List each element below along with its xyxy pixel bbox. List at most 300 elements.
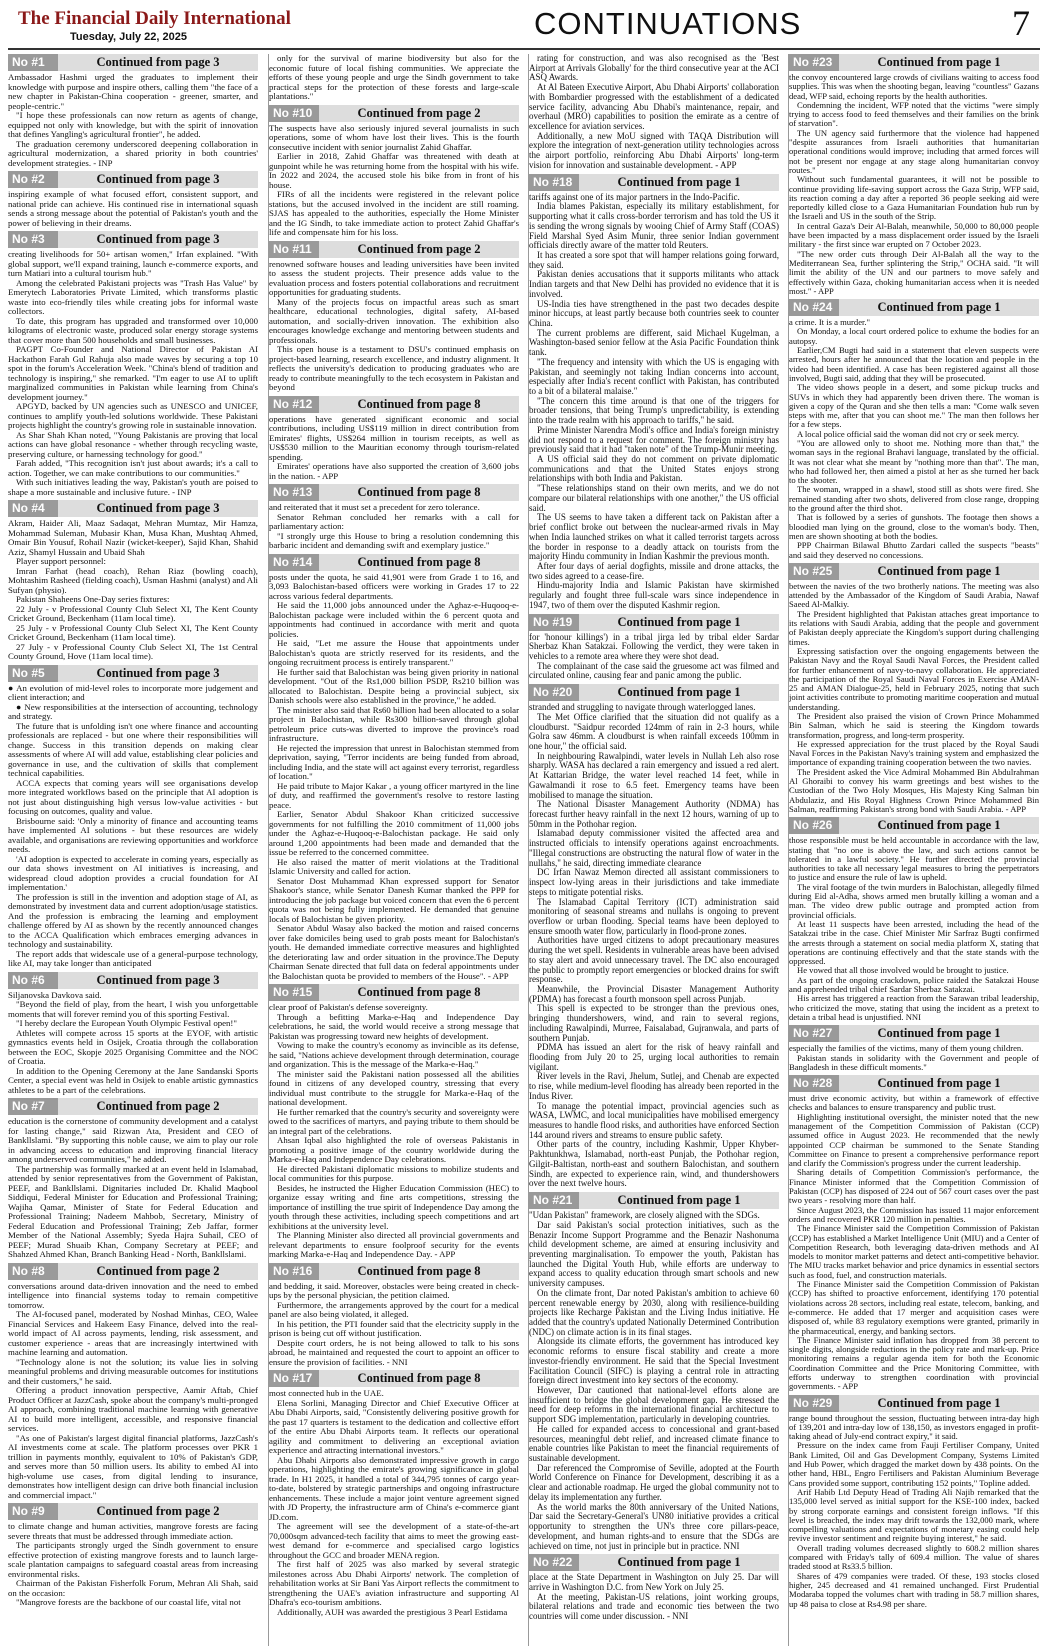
story-body — [8, 73, 258, 168]
continuation-story — [529, 614, 779, 682]
story-paragraph: After four days of aerial dogfights, missile and drone attacks, the two sides agreed to a cease-fire. — [529, 560, 779, 581]
story-paragraph: Meanwhile, the Provincial Disaster Management Authority (PDMA) has forecast a fourth monsoon spell across Punjab. — [529, 983, 779, 1004]
story-paragraph: "I hereby declare the European Youth Olympic Festival open!" — [16, 1018, 237, 1028]
story-paragraph: "These relationships stand on their own merits, and we do not compare our bilateral relationships with one another," the US official said. — [529, 483, 779, 513]
story-number: No #16 — [269, 1263, 319, 1280]
story-body — [269, 54, 519, 102]
story-body — [8, 519, 258, 662]
story-paragraph: In central Gaza's Deir Al-Balah, meanwhile, 50,000 to 80,000 people have been impacted by a mass displacement order issued by the Israeli military - the first since war erupted on 7 October 2023. — [789, 220, 1039, 250]
story-paragraph: 22 July - v Professional County Club Select XI, The Kent County Cricket Ground, Beckenham (11am local time). — [8, 603, 258, 623]
continued-from-text: Continued from page — [96, 172, 211, 186]
story-paragraph: renowned software houses and leading universities have been invited to assess the student projects. Their presence adds value to the evaluation process and fosters potential collaborations and recruitment opportunities for graduating students. — [269, 258, 519, 297]
story-paragraph: "Technology alone is not the solution; its value lies in solving meaningful problems and driving measurable outcomes for institutions and their customers," he said. — [8, 1356, 258, 1386]
continued-from-text: Continued from page — [357, 241, 472, 256]
source-page-number: 3 — [213, 665, 220, 680]
story-body — [789, 582, 1039, 814]
story-header — [789, 1075, 1039, 1092]
story-paragraph: He called for expanded access to concessional and grant-based resources, meaningful debt relief, and increased climate finance to enable countries like Pakistan to meet the financial requirements of sustainable development. — [529, 1423, 779, 1464]
story-paragraph: Dar said Pakistan's social protection initiatives, such as the Benazir Income Support Programme and the Benazir Nashonuma child development scheme, are aimed at ensuring inclusivity and preventing marginalisation. To empower the youth, Pakistan has launched the Digital Youth Hub, while efforts are underway to expand access to quality education through smart schools and new university campuses. — [529, 1219, 779, 1289]
source-page-number: 2 — [474, 241, 481, 256]
story-paragraph: With such initiatives leading the way, Pakistan's youth are poised to shape a more sustainable and inclusive future. - INP — [8, 477, 258, 497]
story-body — [269, 1282, 519, 1368]
source-page-number: 3 — [213, 501, 220, 515]
story-header — [269, 396, 519, 413]
story-paragraph: Pakistan stands in solidarity with the Government and people of Bangladesh in these difficult moments." — [789, 1052, 1039, 1072]
story-paragraph: Chairman of the Pakistan Fisherfolk Forum, Mehran Ali Shah, said on the occasion: — [8, 1578, 258, 1598]
story-number: No #23 — [789, 54, 839, 71]
continuation-story — [789, 817, 1039, 1022]
continuation-story — [269, 105, 519, 238]
source-page-number: 1 — [734, 685, 741, 700]
story-paragraph: Many of the projects focus on impactful areas such as smart healthcare, educational technologies, digital safety, AI-based automation, and socially-driven innovation. The exhibition also encourages knowledge exchange and mentoring between students and professionals. — [269, 296, 519, 345]
story-paragraph: He paid tribute to Major Kakar , a young officer martyred in the line of duty, and reaffirmed the government's resolve to restore lasting peace. — [269, 780, 519, 810]
newspaper-name: The Financial Daily International — [18, 8, 291, 29]
continuation-story — [8, 171, 258, 228]
continuation-story — [789, 1075, 1039, 1392]
story-number: No #28 — [789, 1075, 839, 1092]
story-header — [789, 563, 1039, 580]
continued-from-label — [839, 1026, 1039, 1041]
story-paragraph: 25 July - v Professional County Club Select XI, The Kent County Cricket Ground, Beckenham (11am local time). — [8, 622, 258, 642]
continued-from-text: Continued from page — [877, 1076, 992, 1091]
story-header — [8, 500, 258, 517]
continued-from-text: Continued from page — [96, 972, 211, 987]
continued-from-label — [319, 106, 519, 121]
continued-from-text: Continued from page — [877, 300, 992, 315]
source-page-number: 1 — [734, 1193, 741, 1208]
story-number: No #29 — [789, 1395, 839, 1412]
continuation-story — [789, 1025, 1039, 1072]
source-page-number: 1 — [994, 1026, 1001, 1041]
story-body — [8, 991, 258, 1096]
story-number: No #26 — [789, 817, 839, 834]
story-paragraph: "Beyond the field of play, from the heart, I wish you unforgettable moments that will forever remind you of this sporting Festival. — [8, 999, 258, 1019]
continuation-story — [269, 396, 519, 482]
story-body — [529, 54, 779, 171]
story-paragraph: Overall trading volumes decreased slightly to 608.2 million shares compared with Friday's tally of 609.4 million. The value of shares traded stood at Rs33.5 billion. — [789, 1542, 1039, 1572]
story-paragraph: "Udan Pakistan" framework, are closely aligned with the SDGs. — [529, 1210, 760, 1221]
story-paragraph: conversations around data-driven innovation and the need to embed intelligence into financial systems today to remain competitive tomorrow. — [8, 1280, 258, 1310]
story-paragraph: The Finance Minister said inflation has dropped from 38 percent to single digits, alongside reductions in the policy rate and mark-up. Price monitoring remains a regular agenda item for both the Economic Coordination Committee and the Price Monitoring Committee, with efforts underway to strengthen coordination with provincial governments. - APP — [789, 1334, 1039, 1392]
continuation-story — [269, 984, 519, 1260]
story-paragraph: APGYD, backed by UN agencies such as UNESCO and UNICEF, continues to amplify youth-led solutions worldwide. These Pakistani projects highlight the country's growing role in sustainable innovation. — [8, 401, 258, 430]
story-body — [8, 684, 258, 969]
continued-from-label — [579, 1193, 779, 1208]
story-paragraph: The woman, wrapped in a shawl, stood still as shots were fired. She remained standing after two shots, delivered from close range, dropping to the ground after the third shot. — [789, 484, 1039, 514]
story-paragraph: The agreement will see the development of a state-of-the-art 70,000sqm advanced-tech facility that aims to meet the growing east-west demand for e-commerce and specialised cargo logistics throughout the GCC and broader MENA region. — [269, 1521, 519, 1560]
story-paragraph: Among the celebrated Pakistani projects was "Trash Has Value" by Emerytech Laboratories Private Limited, which transforms plastic waste into eco-friendly tiles while creating jobs for informal waste collectors. — [8, 277, 258, 316]
story-paragraph: to climate change and human activities, mangrove forests are facing severe threats that must be addressed through immediate action. — [8, 1521, 258, 1541]
source-page-number: 1 — [994, 563, 1001, 578]
story-paragraph: PDMA has issued an alert for the risk of heavy rainfall and flooding from July 20 to 25, urging local authorities to remain vigilant. — [529, 1042, 779, 1072]
story-number: No #6 — [8, 972, 58, 989]
continuation-story — [789, 299, 1039, 560]
story-header — [269, 484, 519, 501]
story-paragraph: Athletes will compete across 15 sports at the EYOF, with artistic gymnastics events held in Osijek, Croatia through the collaboration between the EOC, Skopje 2025 Organising Committee and the NOC of Croatia. — [8, 1027, 258, 1066]
story-number: No #13 — [269, 484, 319, 501]
story-paragraph: He further said that Balochistan was being given priority in national development. "Out of the Rs1,000 billion PSDP, Rs210 billion was allocated to Balochistan. Despite being a provincial subject, six Danish schools were also established in the province," he added. — [269, 666, 519, 705]
story-number: No #8 — [8, 1263, 58, 1280]
source-page-number: 1 — [994, 818, 1001, 833]
continuation-story — [8, 665, 258, 969]
continued-from-text: Continued from page — [96, 55, 211, 69]
column-1 — [8, 54, 258, 1646]
story-paragraph: place at the State Department in Washington on July 25. Dar will arrive in Washington D.C. from New York on July 25. — [529, 1572, 779, 1592]
continued-from-label — [319, 985, 519, 1000]
story-paragraph: Highlighting institutional oversight, the minister noted that the new management of the Competition Commission of Pakistan (CCP) assumed office in August 2023. He recommended that the newly appointed CCP chairman be summoned to the Senate Standing Committee on Finance to present a comprehensive performance report and clarify the Commission's progress under the current leadership. — [789, 1111, 1039, 1169]
story-paragraph: Additionally, a new MoU signed with TAQA Distribution will explore the integration of next-generation utility technologies across the airport portfolio, reinforcing Abu Dhabi Airports' long-term vision for innovation and sustainable development. - APP — [529, 130, 779, 170]
story-paragraph: That is followed by a series of gunshots. The footage then shows a bloodied man lying on the ground, close to the woman's body. Then, men are shown shooting at both the bodies. — [789, 512, 1039, 541]
source-page-number: 8 — [474, 1263, 481, 1278]
story-body — [529, 633, 779, 682]
story-paragraph: PPP Chairman Bilawal Bhutto Zardari called the suspects "beasts" and said they deserved no concessions. — [789, 540, 1039, 560]
story-paragraph: As the world marks the 80th anniversary of the United Nations, Dar said the Secretary-General's UN80 initiative provides a critical opportunity to strengthen the UN's three core pillars-peace, development, and human rights-and to ensure that the SDGs are achieved on time, not just in principle but in practice. NNI — [529, 1501, 779, 1551]
story-header — [529, 614, 779, 631]
story-body — [269, 260, 519, 393]
story-paragraph: creating livelihoods for 50+ artisan women," Irfan explained. "With global support, we'll expand training, launch e-commerce exports, and turn Matiari into a cultural tourism hub." — [8, 249, 258, 278]
continuation-story — [529, 1192, 779, 1551]
continued-from-text: Continued from page — [96, 1504, 211, 1518]
continued-from-label — [58, 55, 258, 70]
story-number: No #18 — [529, 174, 579, 191]
continued-from-label — [58, 501, 258, 516]
continuation-story — [8, 231, 258, 497]
story-number: No #20 — [529, 684, 579, 701]
continued-from-label — [579, 175, 779, 190]
story-body — [789, 318, 1039, 560]
story-paragraph: He also raised the matter of merit violations at the Traditional Islamic University and called for action. — [269, 856, 519, 876]
story-paragraph: He directed Pakistani diplomatic missions to mobilize students and local communities for this purpose. — [269, 1163, 519, 1183]
story-paragraph: Alongside its climate efforts, the government has introduced key economic reforms to ensure fiscal stability and create a more investor-friendly environment. He said that the Special Investment Facilitation Council (SIFC) is playing a central role in attracting foreign direct investment into key sectors of the economy. — [529, 1336, 779, 1386]
story-paragraph: Other parts of the country, including Kashmir, Upper Khyber-Pakhtunkhwa, Islamabad, north-east Punjab, the Pothohar region, Gilgit-Baltistan, north-east and southern Balochistan, and southern Sindh, are expected to experience rain, wind, and thundershowers over the next twelve hours. — [529, 1139, 779, 1189]
continued-from-label — [319, 1371, 519, 1386]
story-paragraph: He said the 11,000 jobs announced under the Aghaz-e-Huqooq-e-Balochistan package were included within the 6 percent quota and appointments had continued in accordance with merit and quota policies. — [269, 600, 519, 639]
story-paragraph: "I strongly urge this House to bring a resolution condemning this barbaric incident and demanding swift and exemplary justice." — [269, 530, 519, 550]
source-page-number: 1 — [994, 55, 1001, 69]
story-paragraph: "Mangrove forests are the backbone of our coastal life, vital not — [16, 1597, 241, 1607]
continued-from-text: Continued from page — [357, 1371, 472, 1385]
story-paragraph: The National Disaster Management Authority (NDMA) has forecast further heavy rainfall in the next 12 hours, warning of up to 50mm in the Pothohar region. — [529, 799, 779, 829]
continued-from-text: Continued from page — [877, 55, 992, 69]
continuation-story — [269, 1370, 519, 1617]
story-header — [529, 684, 779, 701]
issue-date: Tuesday, July 22, 2025 — [70, 31, 187, 43]
story-paragraph: those responsible must be held accountable in accordance with the law, stating that "no one is above the law, and such actions cannot be tolerated in a lawful society." He further directed the provincial authorities to take all necessary legal measures to bring the perpetrators to justice and ensure the rule of law is upheld. — [789, 835, 1039, 883]
story-paragraph: The partnership was formally marked at an event held in Islamabad, attended by senior representatives from the Government of Pakistan, PEEF, and Bankllslami. Dignitaries included Dr. Khalid Maqbool Siddiqui, Federal Minister for Education and Professional Training; Wajiha Qamar, Minister of State for Federal Education and Professional Training; Nadeem Mahbob, Secretary, Ministry of Federal Education and Professional Training; Zeb Jaffar, former Member of the National Assembly; Syeda Hajra Suhail, CEO of PEEF; Murad Shuaib Khan, Company Secretary at PEEF; and Shahzed Ahmed Khan, Branch Banking Head - North, Bankllslami. — [8, 1163, 258, 1259]
page-number: 7 — [1012, 3, 1030, 43]
story-paragraph: In addition to the Opening Ceremony at the Jane Sandanski Sports Center, a special event was held in Osijek to enable artistic gymnastics athletes to be a part of the celebrations. — [8, 1065, 258, 1095]
story-paragraph: "I hope these professionals can now return as agents of change, equipped not only with knowledge, but with the spirit of innovation that defines Yangling's agricultural frontier", he added. — [8, 110, 258, 139]
story-paragraph: The minister also said that Rs60 billion had been allocated to a solar project in Balochistan, while Rs300 billion-saved through global petroleum price cuts-was diverted to improve the province's road infrastructure. — [269, 704, 519, 743]
story-paragraph: Prime Minister Narendra Modi's office and India's foreign ministry did not respond to a request for comment. The foreign ministry has previously said that it had "taken note" of the Trump-Munir meeting. — [529, 424, 779, 455]
story-body — [789, 1414, 1039, 1609]
story-body — [269, 1003, 519, 1260]
source-page-number: 2 — [213, 1504, 220, 1518]
story-paragraph: ACCA expects that coming years will see organisations develop more integrated workflows based on the principle that AI adoption is not just about distinguishing high versus low-value activities - but focusing on outcomes, quality and value. — [8, 777, 258, 816]
continued-from-label — [839, 300, 1039, 315]
story-number: No #1 — [8, 54, 58, 71]
story-number: No #24 — [789, 299, 839, 316]
story-number: No #7 — [8, 1098, 58, 1115]
story-paragraph: Pressure on the index came from Fauji Fertiliser Company, United Bank Limited, Oil and Gas Development Company, Systems Limited and Hub Power, which dragged the market down by 438 points. On the other hand, HBL, Engro Fertilisers and Pakistan Aluminium Beverage Cans provided some support, contributing 152 points," Topline added. — [789, 1440, 1039, 1488]
story-header — [789, 299, 1039, 316]
continuation-story — [8, 1263, 258, 1501]
story-paragraph: Farah added, "This recognition isn't just about awards; it's a call to action. Together, we can make contributions to our communities." — [8, 458, 258, 478]
story-paragraph: education is the cornerstone of community development and a catalyst for lasting change," said Rizwan Ata, President and CEO of Bankllslami. "By supporting this noble cause, we aim to play our role in advancing access to education and improving financial literacy among underserved communities," he added. — [8, 1116, 258, 1164]
story-paragraph: PAGPT Co-Founder and National Director of Pakistan AI Hackathon Farah Gul Rahuja also made waves by securing a top 10 spot in the forum's Acceleration Week. "China's blend of tradition and technology is inspiring," she remarked. "I'm eager to use AI to uplift marginalized communities in Pakistan while learning from China's development journey." — [8, 344, 258, 402]
story-header — [8, 972, 258, 989]
continuations-columns — [8, 54, 1040, 1646]
source-page-number: 8 — [474, 985, 481, 999]
source-page-number: 1 — [734, 614, 741, 629]
story-paragraph: 27 July - v Professional County Club Select XI, The 1st Central County Ground, Hove (11am local time). — [8, 641, 258, 661]
story-paragraph: At least 11 suspects have been arrested, including the head of the Satakzai tribe in the case. Chief Minister Mir Sarfraz Bugti confirmed the arrests through a statement on social media platform X, stating that operations are continuing effectively and that the state stands with the oppressed. — [789, 918, 1039, 967]
continued-from-text: Continued from page — [877, 563, 992, 578]
story-header — [8, 171, 258, 188]
story-paragraph: India blames Pakistan, especially its military establishment, for supporting what it calls cross-border terrorism and has told the US it is sending the wrong signals by wooing Chief of Army Staff (COAS) Field Marshal Syed Asim Munir, three senior Indian government officials directly aware of the matter told Reuters. — [529, 201, 779, 251]
story-paragraph: Vowing to make the country's economy as invincible as its defense, he said, "Nations achieve development through determination, courage and organization. This is the message of the Marka-e-Haq." — [269, 1040, 519, 1069]
story-paragraph: The AI-focused panel, moderated by Noshad Minhas, CEO, Walee Financial Services and Hakeem Easy Finance, delved into the real-world impact of AI across payments, lending, risk assessment, and customer experience - areas that are increasingly intertwined with machine learning and automation. — [8, 1309, 258, 1357]
story-paragraph: The suspects have also seriously injured several journalists in such operations, some of whom have lost their lives. This is the fourth consecutive incident with senior journalist Zahid Ghaffar. — [269, 122, 519, 152]
story-number: No #10 — [269, 105, 319, 122]
story-paragraph: Elena Sorlini, Managing Director and Chief Executive Officer at Abu Dhabi Airports, said, "Consistently delivering positive growth for the past 17 quarters is testament to the dedication and collective effort of the entire Abu Dhabi Airports team. It reflects our operational agility and commitment to delivering an exceptional aviation experience and attracting international investors." — [269, 1397, 519, 1455]
story-paragraph: tariffs against one of its major partners in the Indo-Pacific. — [529, 191, 740, 202]
story-paragraph: A local police official said the woman did not cry or seek mercy. — [797, 428, 1019, 439]
story-paragraph: Dar referenced the Compromise of Seville, adopted at the Fourth World Conference on Finance for Development, describing it as a clear and actionable roadmap. He urged the global community not to delay its implementation any further. — [529, 1462, 779, 1502]
story-paragraph: He said, "Let me assure the House that appointments under Balochistan's quota are strictly reserved for its residents, and the ongoing recruitment process is entirely transparent." — [269, 638, 519, 667]
story-paragraph: Emirates' operations have also supported the creation of 3,600 jobs in the nation. - APP — [269, 461, 519, 481]
story-paragraph: the convoy encountered large crowds of civilians waiting to access food supplies. This was when the shooting began, leaving "countless" Gazans dead, WFP said, echoing reports by the health authorities. — [789, 72, 1039, 101]
story-paragraph: Senator Rehman concluded her remarks with a call for parliamentary action: — [269, 511, 519, 531]
story-body — [8, 1117, 258, 1260]
source-page-number: 2 — [474, 105, 481, 120]
story-paragraph: The minister said the Pakistani nation possessed all the abilities found in citizens of any developed country, stressing that every individual must contribute to the struggle for Marka-e-Haq of the national development. — [269, 1068, 519, 1107]
continued-from-text: Continued from page — [96, 1099, 211, 1113]
story-header — [529, 1192, 779, 1209]
story-header — [529, 1554, 779, 1571]
continuation-story — [8, 1098, 258, 1260]
continued-from-label — [839, 55, 1039, 70]
story-paragraph: He expressed appreciation for the trust placed by the Royal Saudi Naval Forces in the Pakistan Navy's training system and emphasized the importance of expanding training cooperation between the two navies. — [789, 738, 1039, 768]
story-number: No #15 — [269, 984, 319, 1001]
continued-from-text: Continued from page — [96, 665, 211, 680]
continuation-story — [789, 563, 1039, 814]
continuation-story — [8, 54, 258, 168]
story-header — [8, 54, 258, 71]
story-paragraph: Player support personnel: — [16, 556, 106, 566]
story-body — [8, 1282, 258, 1501]
story-paragraph: This spell is expected to be stronger than the previous ones, bringing thundershowers, wind, and rain to several regions, including Rawalpindi, Murree, Faisalabad, Gujranwala, and parts of southern Punjab. — [529, 1003, 779, 1043]
continued-from-label — [319, 485, 519, 500]
story-paragraph: Through a befitting Marka-e-Haq and Independence Day celebrations, he said, the world would receive a strong message that Pakistan was progressing toward new heights of development. — [269, 1011, 519, 1041]
source-page-number: 3 — [213, 55, 220, 69]
source-page-number: 8 — [474, 485, 481, 499]
source-page-number: 8 — [474, 396, 481, 411]
continuation-story — [529, 54, 779, 171]
column-2 — [268, 54, 519, 1646]
story-paragraph: The President asked the Vice Admiral Mohammed Bin Abdulrahman Al Ghoraibi to convey his warm greetings and best wishes to the Custodian of the Two Holy Mosques, His Majesty King Salman bin Abdulaziz, and His Royal Highness Crown Prince Mohammed Bin Salman, reaffirming Pakistan's strong bond with Saudi Arabia. - APP — [789, 766, 1039, 814]
continued-from-label — [319, 1264, 519, 1279]
story-paragraph: range bound throughout the session, fluctuating between intra-day high of 139,201 and intra-day low of 138,150, as investors engaged in profit-taking ahead of July-end contract expiry," it said. — [789, 1412, 1039, 1442]
story-paragraph: Besides, he instructed the Higher Education Commission (HEC) to organize essay writing and fine arts competitions, stressing the importance of instilling the true spirit of Independence Day among the youth through these activities, including speech competitions and art exhibitions at the university level. — [269, 1182, 519, 1231]
continued-from-text: Continued from page — [357, 985, 472, 999]
story-paragraph: The Finance Minister said the Competition Commission of Pakistan (CCP) has shifted to proactive enforcement, identifying 170 potential violations across 28 sectors, including real estate, telecom, banking, and e-commerce. He added that 17 merger and acquisition cases were disposed of, while 83 regulatory exemptions were granted, primarily in the pharmaceutical, energy, and banking sectors. — [789, 1279, 1039, 1336]
story-number: No #9 — [8, 1503, 58, 1520]
story-paragraph: clear proof of Pakistan's defense sovereignty. — [269, 1002, 428, 1012]
story-body — [529, 1573, 779, 1622]
story-paragraph: inspiring example of what focused effort, consistent support, and national pride can achieve. His continued rise in international squash sends a strong message about the potential of Pakistan's youth and the power of believing in their dreams. — [8, 189, 258, 228]
story-header — [269, 241, 519, 258]
story-body — [8, 250, 258, 497]
story-paragraph: The Met Office clarified that the situation did not qualify as a cloudburst. "Saidpur recorded 124mm of rain in 2-3 hours, while Golra saw 46mm. A cloudburst is when rainfall exceeds 100mm in one hour," the official said. — [529, 711, 779, 751]
story-header — [8, 1263, 258, 1280]
story-paragraph: The Planning Minister also directed all provincial governments and relevant departments to ensure foolproof security for the events marking Marka-e-Haq and Independence Day. - APP — [269, 1230, 519, 1259]
story-header — [269, 105, 519, 122]
story-paragraph: The President highlighted that Pakistan attaches great importance to its relations with Saudi Arabia, adding that the people and government of Pakistan deeply appreciate the Kingdom's support during challenging times. — [789, 608, 1039, 647]
story-number: No #22 — [529, 1554, 579, 1571]
story-body — [269, 1389, 519, 1617]
story-paragraph: The graduation ceremony underscored deepening collaboration in agricultural modernization, a shared priority in both countries' development strategies. - INP — [8, 138, 258, 168]
masthead — [8, 4, 1040, 50]
continued-from-text: Continued from page — [96, 1263, 211, 1278]
story-header — [269, 1370, 519, 1387]
story-paragraph: Ambassador Hashmi urged the graduates to implement their knowledge with purpose and inspire others, calling them "the face of a new chapter in Pakistan-China cooperation - greener, smarter, and people-centric." — [8, 72, 258, 111]
source-page-number: 8 — [474, 1371, 481, 1385]
story-paragraph: He rejected the impression that unrest in Balochistan stemmed from deprivation, saying, "Terror incidents are being funded from abroad, including India, and the state will act against every terrorist, regardless of location." — [269, 742, 519, 781]
continued-from-text: Continued from page — [617, 614, 732, 629]
story-paragraph: and reiterated that it must set a precedent for zero tolerance. — [269, 502, 480, 512]
story-number: No #21 — [529, 1192, 579, 1209]
continuation-story — [529, 174, 779, 611]
story-paragraph: As part of the ongoing crackdown, police raided the Satakzai House and apprehended tribal chief Sardar Sherbaz Satakzai. — [789, 974, 1039, 995]
continued-from-label — [58, 666, 258, 681]
story-paragraph: River levels in the Ravi, Jhelum, Sutlej, and Chenab are expected to rise, while medium-level flooding has already been reported in the Indus River. — [529, 1071, 779, 1101]
story-paragraph: Earlier, Senator Abdul Shakoor Khan criticized successive governments for not fulfilling the 2010 commitment of 11,000 jobs under the Aghaz-e-Huqooq-e-Balochistan package. He said only around 1,200 appointments had been made and demanded that the issue be referred to the concerned committee. — [269, 809, 519, 857]
story-paragraph: The viral footage of the twin murders in Balochistan, allegedly filmed during Eid al-Adha, shows armed men brutally killing a woman and a man. The video drew public outrage and prompted action from provincial officials. — [789, 881, 1039, 920]
column-3 — [528, 54, 779, 1646]
continued-from-label — [58, 232, 258, 247]
story-header — [269, 984, 519, 1001]
story-paragraph: The UN agency said furthermore that the violence had happened "despite assurances from Israeli authorities that humanitarian operational conditions would improve; including that armed forces will not be present nor engage at any stage along humanitarian convoy routes." — [789, 127, 1039, 175]
story-number: No #5 — [8, 665, 58, 682]
story-paragraph: for 'honour killings') in a tribal jirga led by tribal elder Sardar Sherbaz Khan Satakzai. Following the verdict, they were taken in vehicles to a remote area where they were shot dead. — [529, 631, 779, 661]
story-paragraph: He vowed that all those involved would be brought to justice. — [797, 965, 1009, 976]
story-paragraph: In his petition, the PTI founder said that the electricity supply in the prison is being cut off without justification. — [269, 1318, 519, 1338]
continued-from-label — [319, 242, 519, 257]
story-paragraph: "As one of Pakistan's largest digital financial platforms, JazzCash's AI investments come at scale. The platform processes over PKR 1 trillion in payments monthly, equivalent to 10% of Pakistan's GDP, and serves more than 50 million users. Its ability to embed AI into high-volume use cases, from digital lending to insurance, demonstrates how intelligent design can drive both financial inclusion and commercial impact." — [8, 1432, 258, 1500]
source-page-number: 2 — [213, 1099, 220, 1113]
continued-from-text: Continued from page — [617, 1193, 732, 1208]
continuation-story — [269, 241, 519, 393]
story-paragraph: The profession is still in the invention and adoption stage of AI, as demonstrated by investment data and current adoption/usage statistics. And the profession is embracing the learning and employment challenge offered by AI as shown by the recently announced changes to the ACCA Qualification which embraces emerging advances in technology and sustainability. — [8, 891, 258, 949]
story-body — [269, 415, 519, 482]
story-header — [269, 554, 519, 571]
story-header — [8, 1503, 258, 1520]
source-page-number: 3 — [213, 232, 220, 246]
story-paragraph: Expressing satisfaction over the ongoing engagements between the Pakistan Navy and the Royal Saudi Naval Forces, the President called for further enhancement of navy-to-navy collaboration. He appreciated the participation of the Royal Saudi Naval Forces in Exercise AMAN-25 and AMAN Dialogue-25, held in February 2025, noting that such joint activities contribute to promoting maritime cooperation and mutual understanding. — [789, 645, 1039, 712]
source-page-number: 3 — [213, 972, 220, 987]
continued-from-text: Continued from page — [357, 1263, 472, 1278]
story-paragraph: This open house is a testament to DSU's continued emphasis on project-based learning, research excellence, and industry alignment. It reflects the university's dedication to producing graduates who are ready to contribute meaningfully to the tech ecosystem in Pakistan and beyond — [269, 344, 519, 392]
story-paragraph: and bedding, it said. Moreover, obstacles were being created in check-ups by the personal physician, the petition claimed. — [269, 1280, 519, 1300]
continued-from-label — [839, 1396, 1039, 1411]
story-number: No #14 — [269, 554, 319, 571]
story-paragraph: DC Irfan Nawaz Memon directed all assistant commissioners to inspect low-lying areas in their jurisdictions and take immediate steps to mitigate potential risks. — [529, 867, 779, 897]
story-paragraph: Islamabad deputy commissioner visited the affected area and instructed officials to intensify operations against encroachments. "Illegal constructions are obstructing the natural flow of water in the nullahs," he said, directing immediate clearance — [529, 828, 779, 868]
story-paragraph: Senator Abdul Wasay also backed the motion and raised concerns over fake domiciles being used to grab posts meant for Balochistan's youth. He demanded immediate corrective measures and highlighted the deteriorating law and order situation in the province.The Deputy Chairman Senate directed that full data on federal appointments under the Balochistan quota be provided to members of the House". - APP — [269, 923, 519, 981]
story-paragraph: The first half of 2025 was also marked by several strategic milestones across Abu Dhabi Airports' network. The completion of rehabilitation works at Sir Bani Yas Airport reflects the commitment to strengthening the UAE's aviation infrastructure and supporting Al Dhafra's eco-tourism ambitions. — [269, 1559, 519, 1607]
continuation-story — [789, 54, 1039, 296]
continued-from-text: Continued from page — [357, 396, 472, 411]
story-paragraph: Brisbourne said: 'Only a minority of finance and accounting teams have implemented AI solutions - but these resources are widely available, and organisations are reviewing opportunities and workforce needs. — [8, 815, 258, 854]
story-paragraph: only for the survival of marine biodiversity but also for the economic future of local fishing communities. We appreciate the efforts of these young people and urge the Sindh government to take practical steps for the protection of these forests and large-scale plantations." — [269, 54, 519, 101]
story-number: No #11 — [269, 241, 319, 258]
continuation-story — [8, 1503, 258, 1608]
story-paragraph: Without such fundamental guarantees, it will not be possible to continue providing life-saving support across the Gaza Strip, WFP said, its reaction coming a day after a reported 36 people seeking aid were reportedly killed close to a Gaza Humanitarian Foundation hub run by the Israeli and US in the south of the Strip. — [789, 174, 1039, 222]
continued-from-label — [839, 1076, 1039, 1091]
continued-from-text: Continued from page — [877, 1395, 992, 1410]
story-body — [8, 190, 258, 228]
story-paragraph: On the climate front, Dar noted Pakistan's ambition to achieve 60 percent renewable energy by 2030, along with resilience-building projects like Recharge Pakistan and the Living Indus initiative. He added that the country's updated Nationally Determined Contribution (NDC) on climate action is in its final stages. — [529, 1287, 779, 1337]
continued-from-label — [58, 973, 258, 988]
continued-from-text: Continued from page — [877, 1026, 992, 1041]
story-paragraph: Imran Farhat (head coach), Rehan Riaz (bowling coach), Mohtashim Rasheed (fielding coach), Usman Hashmi (analyst) and Ali Sufyan (physio). — [8, 565, 258, 595]
story-paragraph: operations have generated significant economic and social contributions, including US$119 million in direct contribution from Emirates' flights, US$264 million in tourism receipts, as well as US$530 million to the Mauritian economy through tourism-related spending. — [269, 413, 519, 462]
story-paragraph: must drive economic activity, but within a framework of effective checks and balances to ensure transparency and public trust. — [789, 1093, 1039, 1113]
source-page-number: 1 — [994, 300, 1001, 315]
story-header — [529, 174, 779, 191]
story-paragraph: The participants strongly urged the Sindh government to ensure effective protection of existing mangrove forests and to launch large-scale plantation campaigns to safeguard coastal areas from increasing environmental risks. — [8, 1540, 258, 1579]
story-number: No #4 — [8, 500, 58, 517]
story-paragraph: Despite court orders, he is not being allowed to talk to his sons abroad, he maintained and requested the court to appoint an officer to ensure the provision of facilities. - NNI — [269, 1337, 519, 1367]
continued-from-label — [839, 818, 1039, 833]
story-paragraph: However, Dar cautioned that national-level efforts alone are insufficient to bridge the global development gap. He stressed the need for deep reforms in the international financial architecture to support SDG implementation, particularly in developing countries. — [529, 1385, 779, 1425]
story-paragraph: In neighbouring Rawalpindi, water levels in Nullah Leh also rose sharply. WASA has declared a rain emergency and issued a red alert. At Kattarian Bridge, the water level reached 14 feet, while in Gawalmandi it rose to 6.5 feet. Emergency teams have been mobilised to manage the situation. — [529, 750, 779, 800]
story-paragraph: "You are allowed only to shoot me. Nothing more than that," the woman says in the regional Brahavi language, translated by the official. It was not clear what she meant by "nothing more than that". The man, who had followed her, then aimed a pistol at her as she turned her back to the shooter. — [789, 437, 1039, 486]
story-paragraph: At Al Bateen Executive Airport, Abu Dhabi Airports' collaboration with Bombardier progressed with the establishment of a dedicated service facility, advancing Abu Dhabi's maintenance, repair, and overhaul (MRO) capabilities to position the emirate as a centre of excellence for aviation services. — [529, 82, 779, 132]
story-number: No #3 — [8, 231, 58, 248]
story-body — [789, 73, 1039, 296]
story-body — [8, 1522, 258, 1608]
story-paragraph: As Shar Shah Khan noted, "Young Pakistanis are proving that local actions can have global resonance - whether through recycling waste, preserving culture, or harnessing technology for good." — [8, 429, 258, 459]
story-body — [269, 573, 519, 982]
story-paragraph: The complainant of the case said the gruesome act was filmed and circulated online, causing fear and panic among the public. — [529, 660, 779, 681]
section-title: CONTINUATIONS — [534, 6, 802, 41]
story-paragraph: a crime. It is a murder." — [789, 317, 871, 328]
continued-from-text: Continued from page — [877, 818, 992, 833]
story-paragraph: His arrest has triggered a reaction from the Sarawan tribal leadership, who criticized the move, stating that using the incident as a pretext to detain a tribal head is unjustified. NNI — [789, 993, 1039, 1022]
continued-from-text: Continued from page — [617, 1555, 732, 1570]
story-paragraph: Earlier in 2018, Zahid Ghaffar was threatened with death at gunpoint while he was returning home from the hospital with his wife. In 2022 and 2024, the accused stole his bike from in front of his house. — [269, 151, 519, 190]
source-page-number: 3 — [213, 172, 220, 186]
story-number: No #25 — [789, 563, 839, 580]
story-header — [269, 1263, 519, 1280]
story-header — [789, 1395, 1039, 1412]
continued-from-text: Continued from page — [96, 232, 211, 246]
story-body — [789, 1044, 1039, 1072]
story-paragraph: between the navies of the two brotherly nations. The meeting was also attended by the Ambassador of the Kingdom of Saudi Arabia, Nawaf Saeed Al-Malkiy. — [789, 580, 1039, 610]
story-paragraph: "The new order cuts through Deir Al-Balah all the way to the Mediterranean Sea, further splintering the Strip," OCHA said. "It will limit the ability of the UN and our partners to move safely and effectively within Gaza, choking humanitarian access when it is needed most." - APP — [789, 248, 1039, 296]
continued-from-text: Continued from page — [96, 501, 211, 515]
source-page-number: 2 — [213, 1263, 220, 1278]
story-header — [789, 1025, 1039, 1042]
continued-from-text: Continued from page — [357, 105, 472, 120]
story-paragraph: US-India ties have strengthened in the past two decades despite minor hiccups, at least partly because both countries seek to counter China. — [529, 298, 779, 328]
story-paragraph: He further remarked that the country's security and sovereignty were owed to the sacrifices of martyrs, and paying tribute to them should be an integral part of the celebrations. — [269, 1106, 519, 1136]
story-body — [269, 124, 519, 238]
source-page-number: 1 — [734, 174, 741, 189]
story-body — [269, 503, 519, 551]
